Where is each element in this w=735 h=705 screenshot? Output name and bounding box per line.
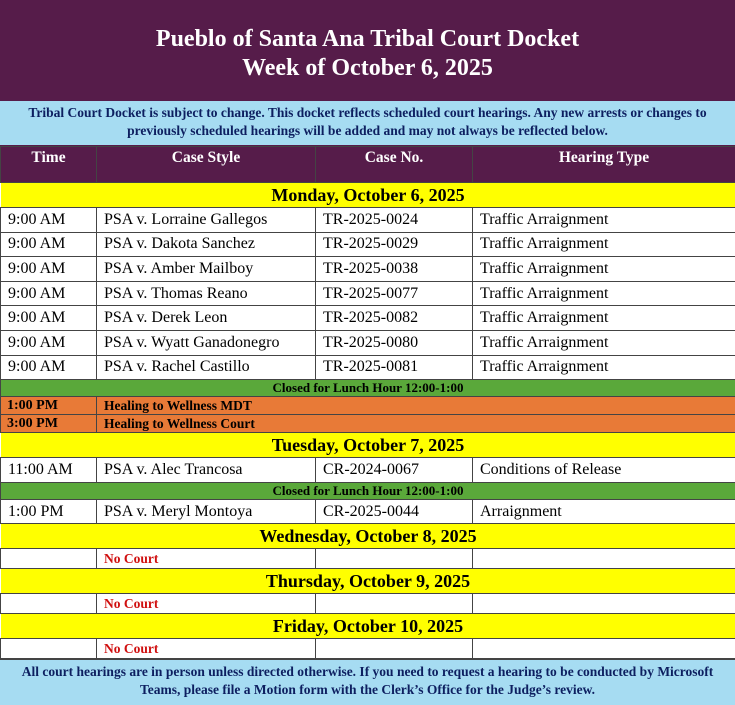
hearing-type: Arraignment <box>473 499 735 524</box>
empty-cell <box>316 639 473 659</box>
table-row <box>1 306 735 331</box>
empty-cell <box>316 549 473 569</box>
empty-cell <box>1 639 97 659</box>
table-row <box>1 257 735 282</box>
case-style: PSA v. Dakota Sanchez <box>97 232 316 257</box>
case-style: PSA v. Wyatt Ganadonegro <box>97 330 316 355</box>
col-case-no: Case No. <box>316 147 473 183</box>
docket-header <box>0 0 735 100</box>
case-style: PSA v. Derek Leon <box>97 306 316 331</box>
hearing-time: 9:00 AM <box>1 281 97 306</box>
day-header-wednesday <box>1 524 735 549</box>
no-court-label: No Court <box>97 549 316 569</box>
day-label: Monday, October 6, 2025 <box>1 183 735 208</box>
hearing-type: Traffic Arraignment <box>473 281 735 306</box>
lunch-row <box>1 380 735 397</box>
day-label: Friday, October 10, 2025 <box>1 614 735 639</box>
docket-table <box>0 146 735 659</box>
docket-title: Pueblo of Santa Ana Tribal Court Docket <box>155 26 580 52</box>
case-number: TR-2025-0082 <box>316 306 473 331</box>
hearing-type: Traffic Arraignment <box>473 330 735 355</box>
case-number: CR-2024-0067 <box>316 458 473 483</box>
case-style: PSA v. Alec Trancosa <box>97 458 316 483</box>
empty-cell <box>473 594 735 614</box>
special-time: 3:00 PM <box>1 415 97 433</box>
table-row <box>1 330 735 355</box>
special-time: 1:00 PM <box>1 397 97 415</box>
hearing-time: 9:00 AM <box>1 257 97 282</box>
no-court-row <box>1 549 735 569</box>
table-row <box>1 499 735 524</box>
day-label: Wednesday, October 8, 2025 <box>1 524 735 549</box>
special-label: Healing to Wellness MDT <box>97 397 735 415</box>
table-row <box>1 355 735 380</box>
lunch-row <box>1 482 735 499</box>
case-style: PSA v. Thomas Reano <box>97 281 316 306</box>
hearing-time: 9:00 AM <box>1 306 97 331</box>
case-number: TR-2025-0038 <box>316 257 473 282</box>
case-style: PSA v. Meryl Montoya <box>97 499 316 524</box>
no-court-row <box>1 639 735 659</box>
case-number: TR-2025-0081 <box>316 355 473 380</box>
day-header-thursday <box>1 569 735 594</box>
hearing-type: Conditions of Release <box>473 458 735 483</box>
lunch-label: Closed for Lunch Hour 12:00-1:00 <box>1 380 735 397</box>
day-header-monday <box>1 183 735 208</box>
empty-cell <box>473 549 735 569</box>
case-number: TR-2025-0029 <box>316 232 473 257</box>
day-label: Thursday, October 9, 2025 <box>1 569 735 594</box>
empty-cell <box>473 639 735 659</box>
day-header-friday <box>1 614 735 639</box>
column-header-row <box>1 147 735 183</box>
docket-notice: Tribal Court Docket is subject to change. This docket reflects scheduled court hearings. Any new arrests or changes to previously scheduled hearings will be added and may not always be reflected below. <box>0 100 735 146</box>
docket-week: Week of October 6, 2025 <box>242 55 493 81</box>
empty-cell <box>1 549 97 569</box>
special-session-row <box>1 415 735 433</box>
case-style: PSA v. Lorraine Gallegos <box>97 208 316 233</box>
hearing-time: 9:00 AM <box>1 232 97 257</box>
hearing-time: 9:00 AM <box>1 355 97 380</box>
case-number: TR-2025-0024 <box>316 208 473 233</box>
day-label: Tuesday, October 7, 2025 <box>1 433 735 458</box>
hearing-type: Traffic Arraignment <box>473 232 735 257</box>
table-row <box>1 281 735 306</box>
lunch-label: Closed for Lunch Hour 12:00-1:00 <box>1 482 735 499</box>
special-label: Healing to Wellness Court <box>97 415 735 433</box>
hearing-type: Traffic Arraignment <box>473 306 735 331</box>
special-session-row <box>1 397 735 415</box>
case-number: TR-2025-0077 <box>316 281 473 306</box>
case-style: PSA v. Rachel Castillo <box>97 355 316 380</box>
no-court-label: No Court <box>97 639 316 659</box>
hearing-time: 9:00 AM <box>1 330 97 355</box>
table-row <box>1 458 735 483</box>
case-number: TR-2025-0080 <box>316 330 473 355</box>
hearing-time: 9:00 AM <box>1 208 97 233</box>
docket-footer: All court hearings are in person unless directed otherwise. If you need to request a hearing to be conducted by Microsoft Teams, please file a Motion form with the Clerk’s Office for the Judge’s review. <box>0 659 735 705</box>
col-hearing-type: Hearing Type <box>473 147 735 183</box>
col-time: Time <box>1 147 97 183</box>
hearing-time: 11:00 AM <box>1 458 97 483</box>
day-header-tuesday <box>1 433 735 458</box>
hearing-time: 1:00 PM <box>1 499 97 524</box>
hearing-type: Traffic Arraignment <box>473 257 735 282</box>
hearing-type: Traffic Arraignment <box>473 355 735 380</box>
col-case-style: Case Style <box>97 147 316 183</box>
no-court-label: No Court <box>97 594 316 614</box>
case-number: CR-2025-0044 <box>316 499 473 524</box>
empty-cell <box>1 594 97 614</box>
table-row <box>1 232 735 257</box>
empty-cell <box>316 594 473 614</box>
table-row <box>1 208 735 233</box>
hearing-type: Traffic Arraignment <box>473 208 735 233</box>
case-style: PSA v. Amber Mailboy <box>97 257 316 282</box>
no-court-row <box>1 594 735 614</box>
